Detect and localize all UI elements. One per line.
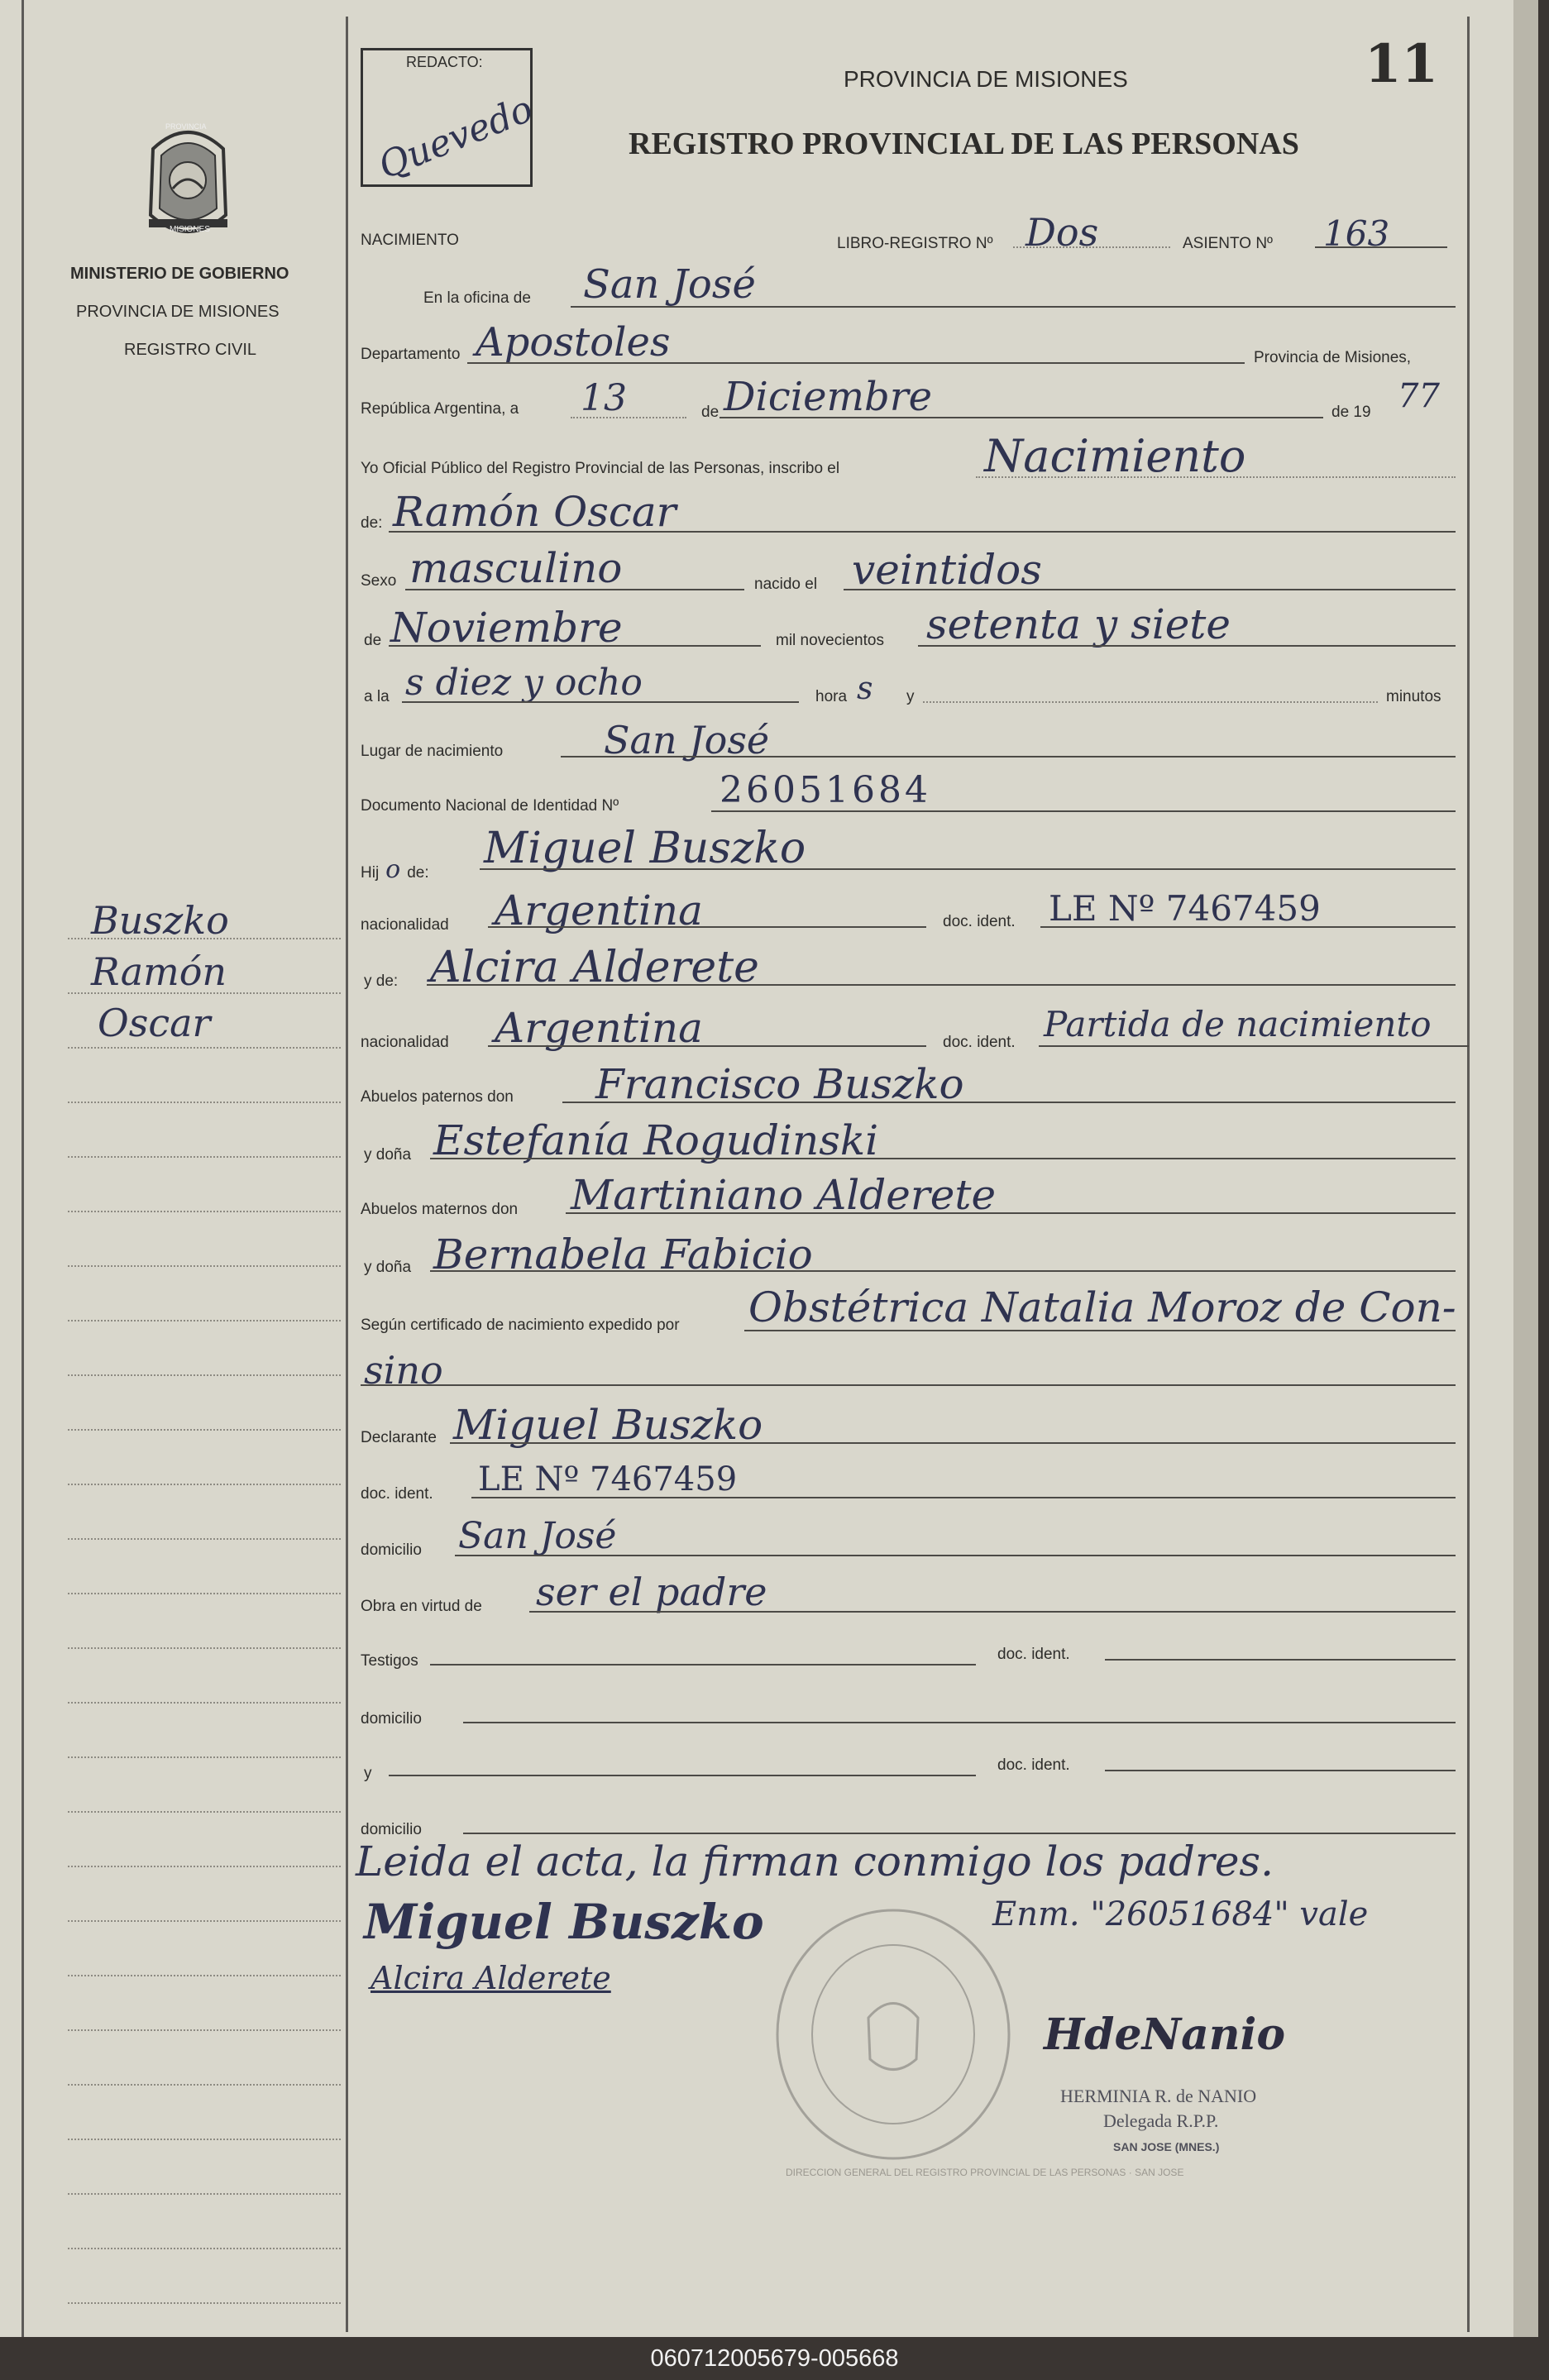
margin-rule-line [68,1429,341,1431]
testigos-doc-line [1105,1659,1456,1661]
hijo-label [361,855,429,884]
hijo-label-b: de: [407,864,429,882]
y-label: y [906,688,915,705]
domicilio3-label: domicilio [361,1821,422,1838]
oficina-label: En la oficina de [423,289,531,307]
mil-label: mil novecientos [776,632,884,649]
margin-rule-line [68,1866,341,1867]
domicilio2-line [463,1722,1456,1723]
mes-line [720,417,1323,418]
abuela-pat-label: y doña [364,1146,412,1164]
decl-doc-label: doc. ident. [361,1485,433,1503]
minutos-label: minutos [1386,688,1441,705]
dia-line [571,417,686,418]
padre-doc-line [1040,926,1456,928]
horas-label: hora [815,688,848,705]
domicilio-value: San José [458,1515,617,1557]
nacido-value: veintidos [852,546,1042,594]
page-number: 11 [1365,33,1439,95]
hora-line [402,701,799,703]
abuelo-pat-value: Francisco Buszko [595,1060,964,1108]
margin-rule-line [68,1265,341,1267]
redacto-label: REDACTO: [406,54,483,70]
hijo-gender: o [385,855,401,884]
dni-label: Documento Nacional de Identidad Nº [361,797,619,815]
registry-stamp-icon [769,1902,1017,2167]
madre-yde-label: y de: [364,973,399,990]
abuela-mat-line [430,1270,1456,1272]
mil-value: setenta y siete [926,600,1231,648]
padre-nac-label: nacionalidad [361,916,449,934]
record-type-label: NACIMIENTO [361,232,459,249]
father-signature: Miguel Buszko [364,1894,764,1950]
oficina-line [571,306,1456,308]
obra-line [529,1611,1456,1613]
libro-label: LIBRO-REGISTRO Nº [837,235,993,252]
margin-rule-line [68,1102,341,1103]
hora-value: s diez y ocho [405,662,643,704]
mother-signature: Alcira Alderete [371,1960,611,1996]
stamp-text: DIRECCION GENERAL DEL REGISTRO PROVINCIAL DE LAS PERSONAS · SAN JOSE [786,2167,1184,2178]
nombre-line [389,531,1456,533]
margin-rule-line [68,1593,341,1594]
closing-line-1: Leida el acta, la firman conmigo los padres. [356,1838,1274,1885]
nacido-label: nacido el [754,576,818,593]
binding-edge [1513,0,1538,2337]
domicilio-line [455,1555,1456,1556]
mes-value: Diciembre [724,374,933,420]
padre-doc-value: LE Nº 7467459 [1049,888,1321,929]
nacido-line [844,589,1456,590]
segun-label: Según certificado de nacimiento expedido por [361,1317,680,1334]
abuela-mat-value: Bernabela Fabicio [433,1231,813,1278]
margin-rule-line [68,2248,341,2249]
departamento-label: Departamento [361,346,461,363]
madre-nac-value: Argentina [495,1004,703,1052]
margin-rule-line [68,1211,341,1212]
top-province: PROVINCIA DE MISIONES [844,66,1128,92]
madre-value: Alcira Alderete [430,943,759,992]
ministry-province: PROVINCIA DE MISIONES [76,303,280,321]
padre-nac-value: Argentina [495,887,703,934]
nombre-value: Ramón Oscar [393,488,676,536]
margin-rule-line [68,938,341,939]
redacto-value: Quevedo [372,88,539,188]
abuela-pat-value: Estefanía Rogudinski [433,1116,879,1164]
padre-nac-line [488,926,926,928]
acto-line [976,476,1456,478]
madre-nac-line [488,1045,926,1047]
dni-line [711,810,1456,812]
margin-rule-line [68,1320,341,1321]
testigos-label: Testigos [361,1652,418,1670]
margin-rule-line [68,1647,341,1649]
lugar-line [561,756,1456,757]
mes-de-label: de [701,404,720,421]
declarante-value: Miguel Buszko [453,1401,763,1449]
left-border-rule [22,0,24,2337]
anio-value: 77 [1398,377,1440,415]
segun-value: Obstétrica Natalia Moroz de Con- [748,1283,1456,1331]
padre-doc-label: doc. ident. [943,913,1016,930]
sexo-label: Sexo [361,572,397,590]
madre-doc-label: doc. ident. [943,1034,1016,1051]
decl-doc-line [471,1497,1456,1498]
column-divider-rule [346,17,348,2332]
page-title: REGISTRO PROVINCIAL DE LAS PERSONAS [629,127,1299,161]
decl-doc-value: LE Nº 7467459 [478,1460,738,1498]
abuelo-pat-line [562,1102,1456,1103]
nacido-mes-de-label: de [364,632,382,649]
ministry-name: MINISTERIO DE GOBIERNO [70,265,289,283]
margin-rule-line [68,2029,341,2031]
madre-doc-value: Partida de nacimiento [1044,1004,1432,1044]
nacido-mes-line [389,645,761,647]
abuela-mat-label: y doña [364,1259,412,1276]
y2-doc-label: doc. ident. [997,1756,1070,1774]
ministry-registry: REGISTRO CIVIL [124,341,257,359]
testigos-line [430,1664,976,1666]
asiento-value: 163 [1323,213,1390,254]
departamento-value: Apostoles [476,319,671,366]
margin-rule-line [68,1975,341,1976]
redacto-box [361,48,539,188]
seal-bottom-text: MISIONES [170,225,210,234]
margin-rule-line [68,1811,341,1813]
declarante-label: Declarante [361,1429,437,1446]
domicilio2-label: domicilio [361,1710,422,1728]
sexo-value: masculino [409,544,623,592]
oficial-text: Yo Oficial Público del Registro Provincial de las Personas, inscribo el [361,460,840,477]
lugar-value: San José [604,718,770,762]
obra-label: Obra en virtud de [361,1598,482,1615]
abuela-pat-line [430,1158,1456,1159]
madre-line [427,984,1456,986]
correction-note: Enm. "26051684" vale [992,1895,1369,1933]
document-id-footer: 060712005679-005668 [0,2337,1549,2380]
abuelos-mat-label: Abuelos maternos don [361,1201,519,1218]
hijo-label-a: Hij [361,864,380,882]
margin-name-1: Buszko [91,898,229,943]
madre-nac-label: nacionalidad [361,1034,449,1051]
margin-rule-line [68,1538,341,1540]
nacido-mes-value: Noviembre [390,604,623,652]
margin-name-2: Ramón [91,949,227,994]
official-signature: HdeNanio [1044,2010,1286,2060]
libro-line [1013,246,1170,248]
minutos-line [923,701,1378,703]
dni-value: 26051684 [720,769,931,811]
margin-rule-line [68,1702,341,1704]
obra-value: ser el padre [536,1570,767,1614]
libro-value: Dos [1025,210,1099,255]
segun-value-2: sino [364,1348,443,1393]
mil-line [918,645,1456,647]
margin-rule-line [68,2139,341,2140]
official-place: SAN JOSE (MNES.) [1113,2140,1220,2153]
margin-rule-line [68,992,341,994]
margin-rule-line [68,2302,341,2304]
declarante-line [450,1442,1456,1444]
sexo-line [405,589,744,590]
abuelo-mat-value: Martiniano Alderete [571,1171,997,1219]
domicilio3-line [463,1833,1456,1834]
official-name: HERMINIA R. de NANIO [1060,2086,1257,2106]
oficina-value: San José [583,261,756,308]
dia-value: 13 [581,377,627,419]
y2-doc-line [1105,1770,1456,1771]
abuelos-pat-label: Abuelos paternos don [361,1088,514,1106]
right-border-rule [1467,17,1470,2332]
abuelo-mat-line [566,1212,1456,1214]
asiento-label: ASIENTO Nº [1183,235,1273,252]
padre-value: Miguel Buszko [484,824,806,873]
margin-rule-line [68,1484,341,1485]
ala-label: a la [364,688,390,705]
padre-line [480,868,1456,870]
y2-line [389,1775,976,1776]
margin-rule-line [68,2193,341,2195]
lugar-label: Lugar de nacimiento [361,743,504,760]
margin-rule-line [68,1756,341,1758]
departamento-line [467,362,1245,364]
margin-rule-line [68,1920,341,1922]
asiento-line [1315,246,1447,248]
republica-label: República Argentina, a [361,400,519,418]
nombre-de-label: de: [361,514,383,532]
acto-value: Nacimiento [984,430,1246,482]
margin-rule-line [68,1156,341,1158]
margin-rule-line [68,1047,341,1049]
madre-doc-line [1039,1045,1469,1047]
margin-rule-line [68,1374,341,1376]
domicilio-label: domicilio [361,1541,422,1559]
y2-label: y [364,1765,372,1782]
margin-name-3: Oscar [98,1001,211,1045]
horas-suffix: s [857,670,873,706]
segun-line-2 [361,1384,1456,1386]
margin-rule-line [68,2084,341,2086]
segun-line [744,1330,1456,1331]
anio-label: de 19 [1331,404,1371,421]
official-title: Delegada R.P.P. [1103,2110,1219,2131]
provincia-suffix: Provincia de Misiones, [1254,349,1412,366]
testigos-doc-label: doc. ident. [997,1646,1070,1663]
seal-top-text: PROVINCIA [165,122,207,131]
